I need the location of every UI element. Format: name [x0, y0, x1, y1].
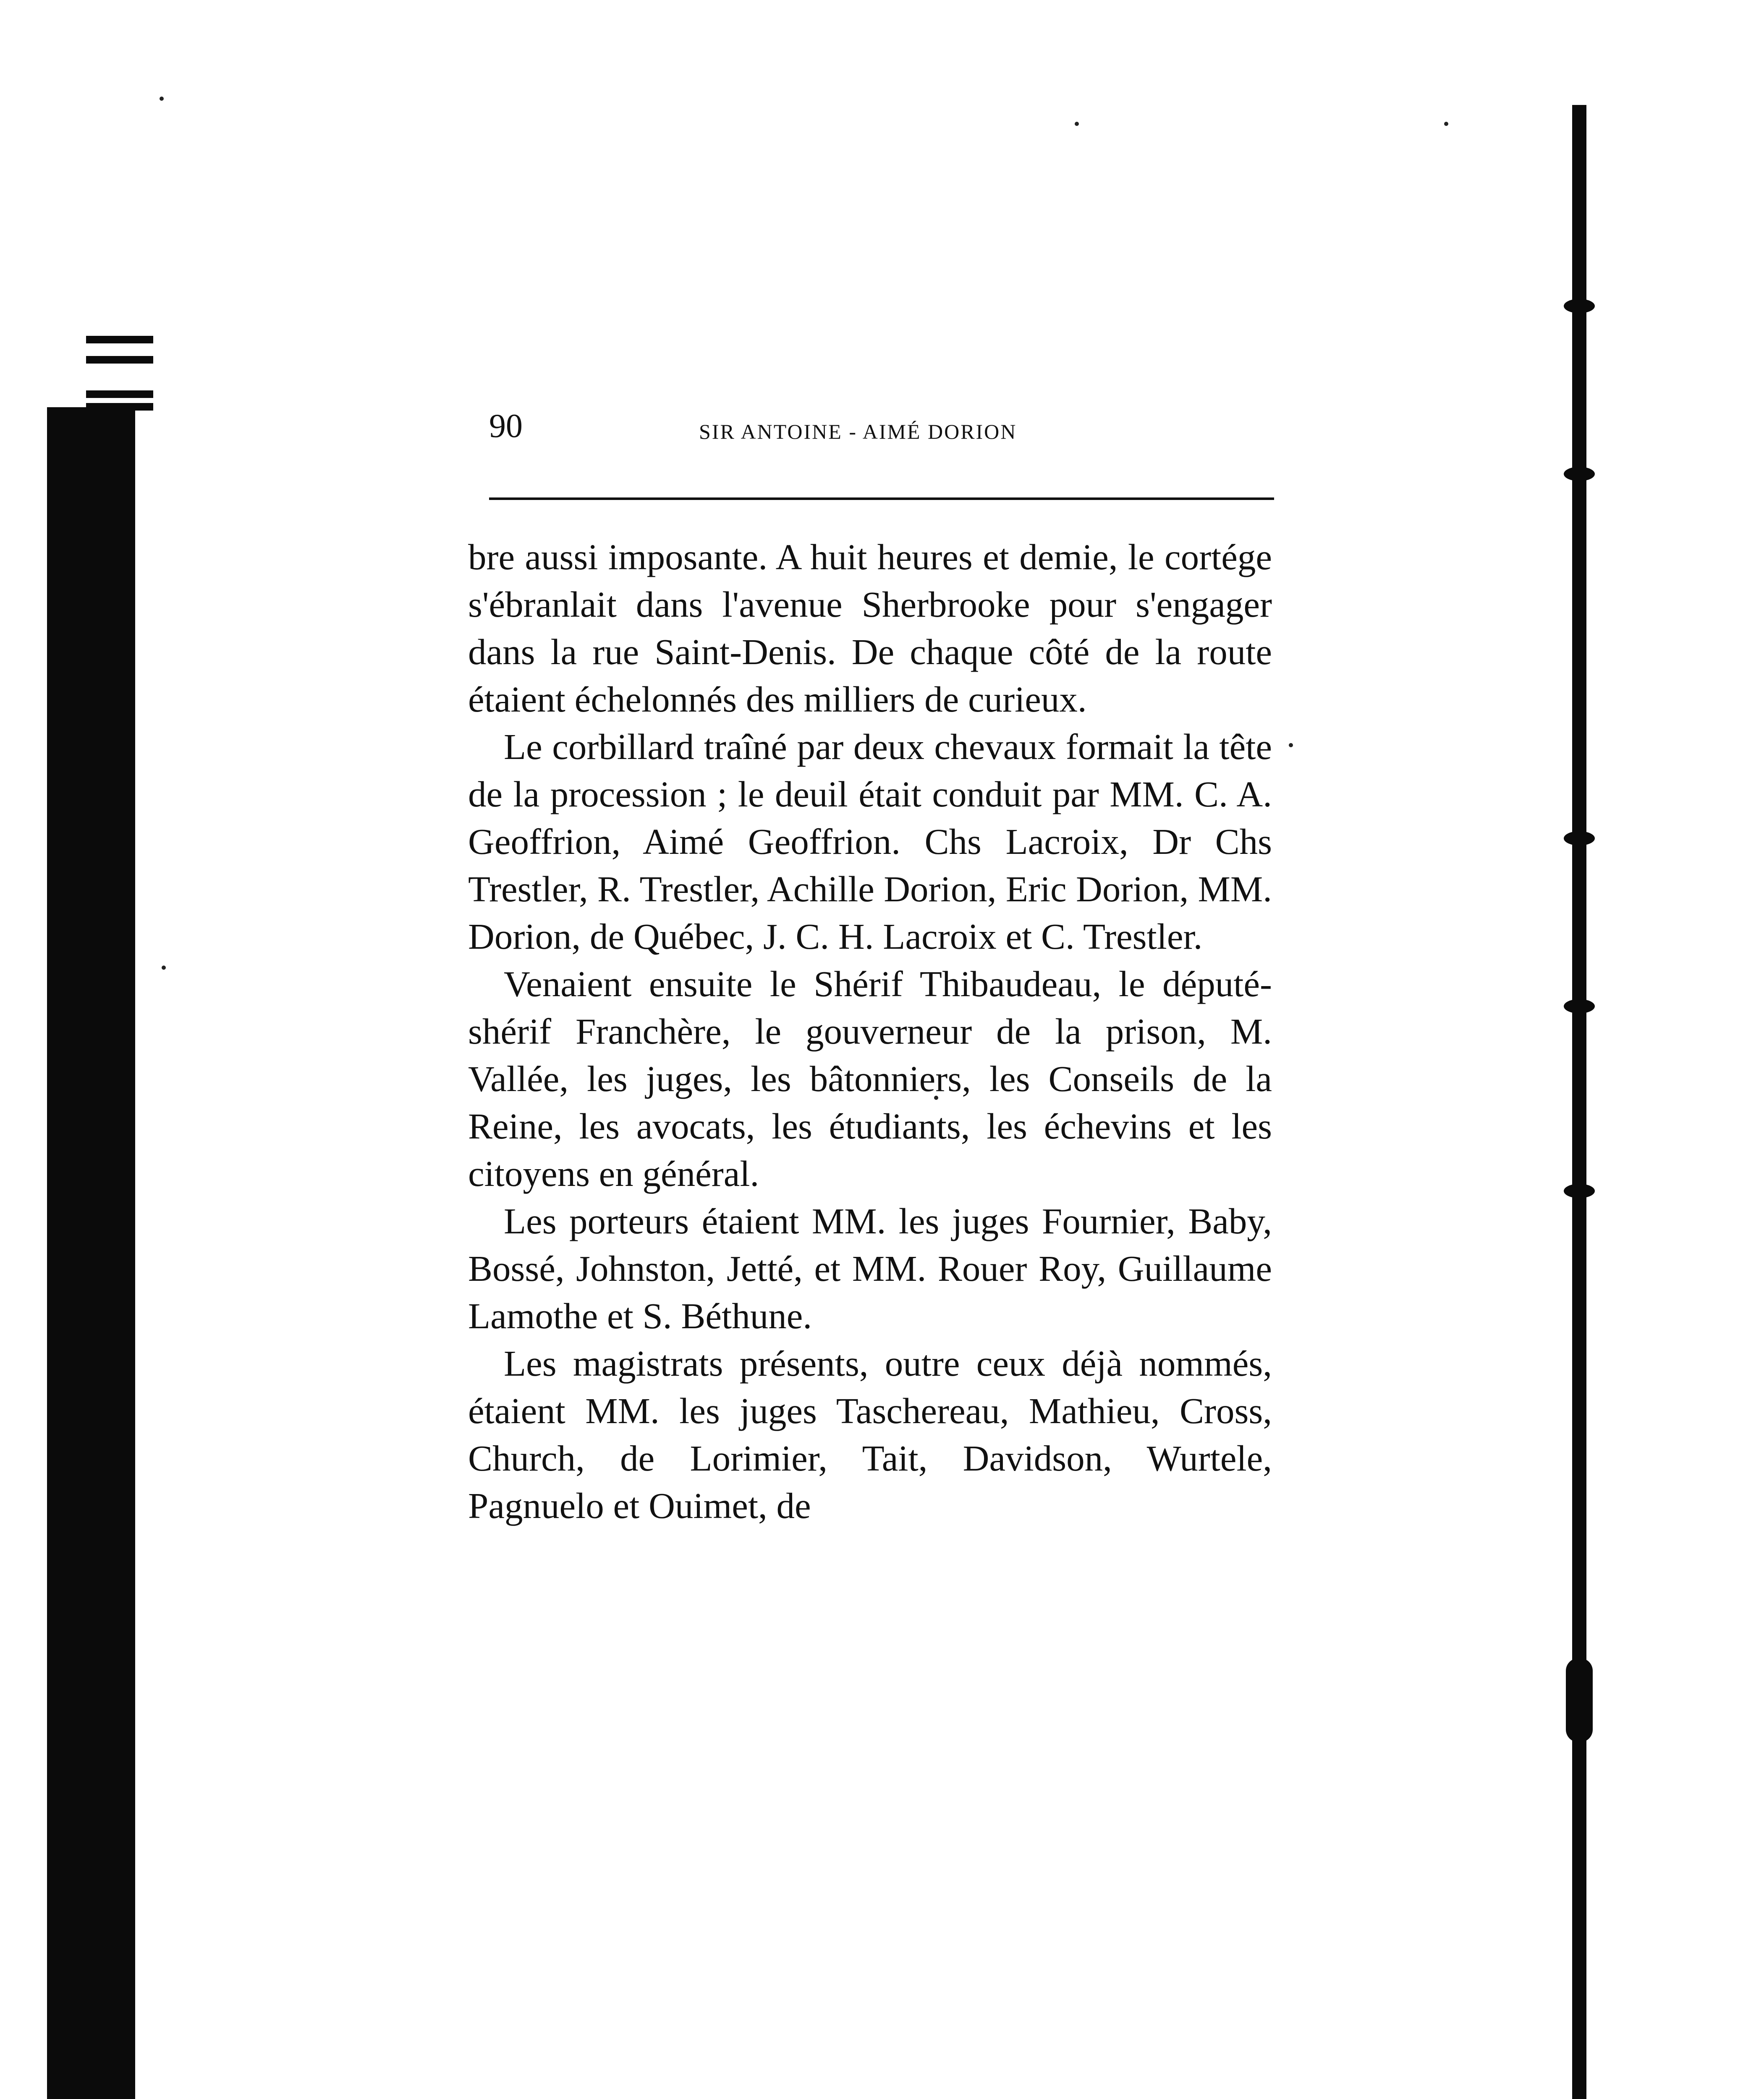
scan-artifact-right-bar [1572, 105, 1586, 2099]
scan-artifact-line [86, 390, 153, 398]
scan-speck [160, 97, 164, 101]
scan-artifact-line [86, 356, 153, 364]
paragraph: Le corbillard traîné par deux chevaux formait la tête de la procession ; le deuil était conduit par MM. C. A. Geoffrion, Aimé Geoffrion. Chs Lacroix, Dr Chs Trestler, R. Trestler, Achille Dorion, Eric Dorion, MM. Dorion, de Québec, J. C. H. Lacroix et C. Trestler. [468, 726, 1272, 957]
paragraph: bre aussi imposante. A huit heures et demie, le cortége s'ébranlait dans l'avenue Sherbrooke pour s'engager dans la rue Saint-Denis. De chaque côté de la route étaient échelonnés des milliers de curieux. [468, 537, 1272, 720]
scan-speck [1075, 122, 1079, 126]
paragraph: Venaient ensuite le Shérif Thibaudeau, le député-shérif Franchère, le gouverneur de la prison, M. Vallée, les juges, les bâtonniers, les Conseils de la Reine, les avocats, les étudiants, les échevins et les citoyens en général. [468, 963, 1272, 1194]
scan-artifact-line [86, 336, 153, 343]
scan-speck [162, 966, 166, 970]
body-text [468, 533, 1272, 1529]
header-rule [489, 497, 1274, 500]
scan-artifact-blot [1564, 831, 1595, 845]
scan-artifact-blot [1564, 299, 1595, 313]
scan-artifact-blot [1566, 1658, 1593, 1742]
scan-speck [1289, 743, 1293, 747]
paragraph: Les magistrats présents, outre ceux déjà nommés, étaient MM. les juges Taschereau, Mathieu, Cross, Church, de Lorimier, Tait, Davidson, Wurtele, Pagnuelo et Ouimet, de [468, 1343, 1272, 1526]
scan-artifact-left-bar [47, 407, 135, 2099]
scan-artifact-blot [1564, 467, 1595, 481]
page-number: 90 [489, 408, 523, 445]
running-head: SIR ANTOINE - AIMÉ DORION [699, 420, 1017, 443]
paragraph: Les porteurs étaient MM. les juges Fournier, Baby, Bossé, Johnston, Jetté, et MM. Rouer Roy, Guillaume Lamothe et S. Béthune. [468, 1201, 1272, 1336]
scan-speck [1444, 122, 1448, 126]
scan-artifact-blot [1564, 999, 1595, 1013]
scan-artifact-blot [1564, 1184, 1595, 1198]
